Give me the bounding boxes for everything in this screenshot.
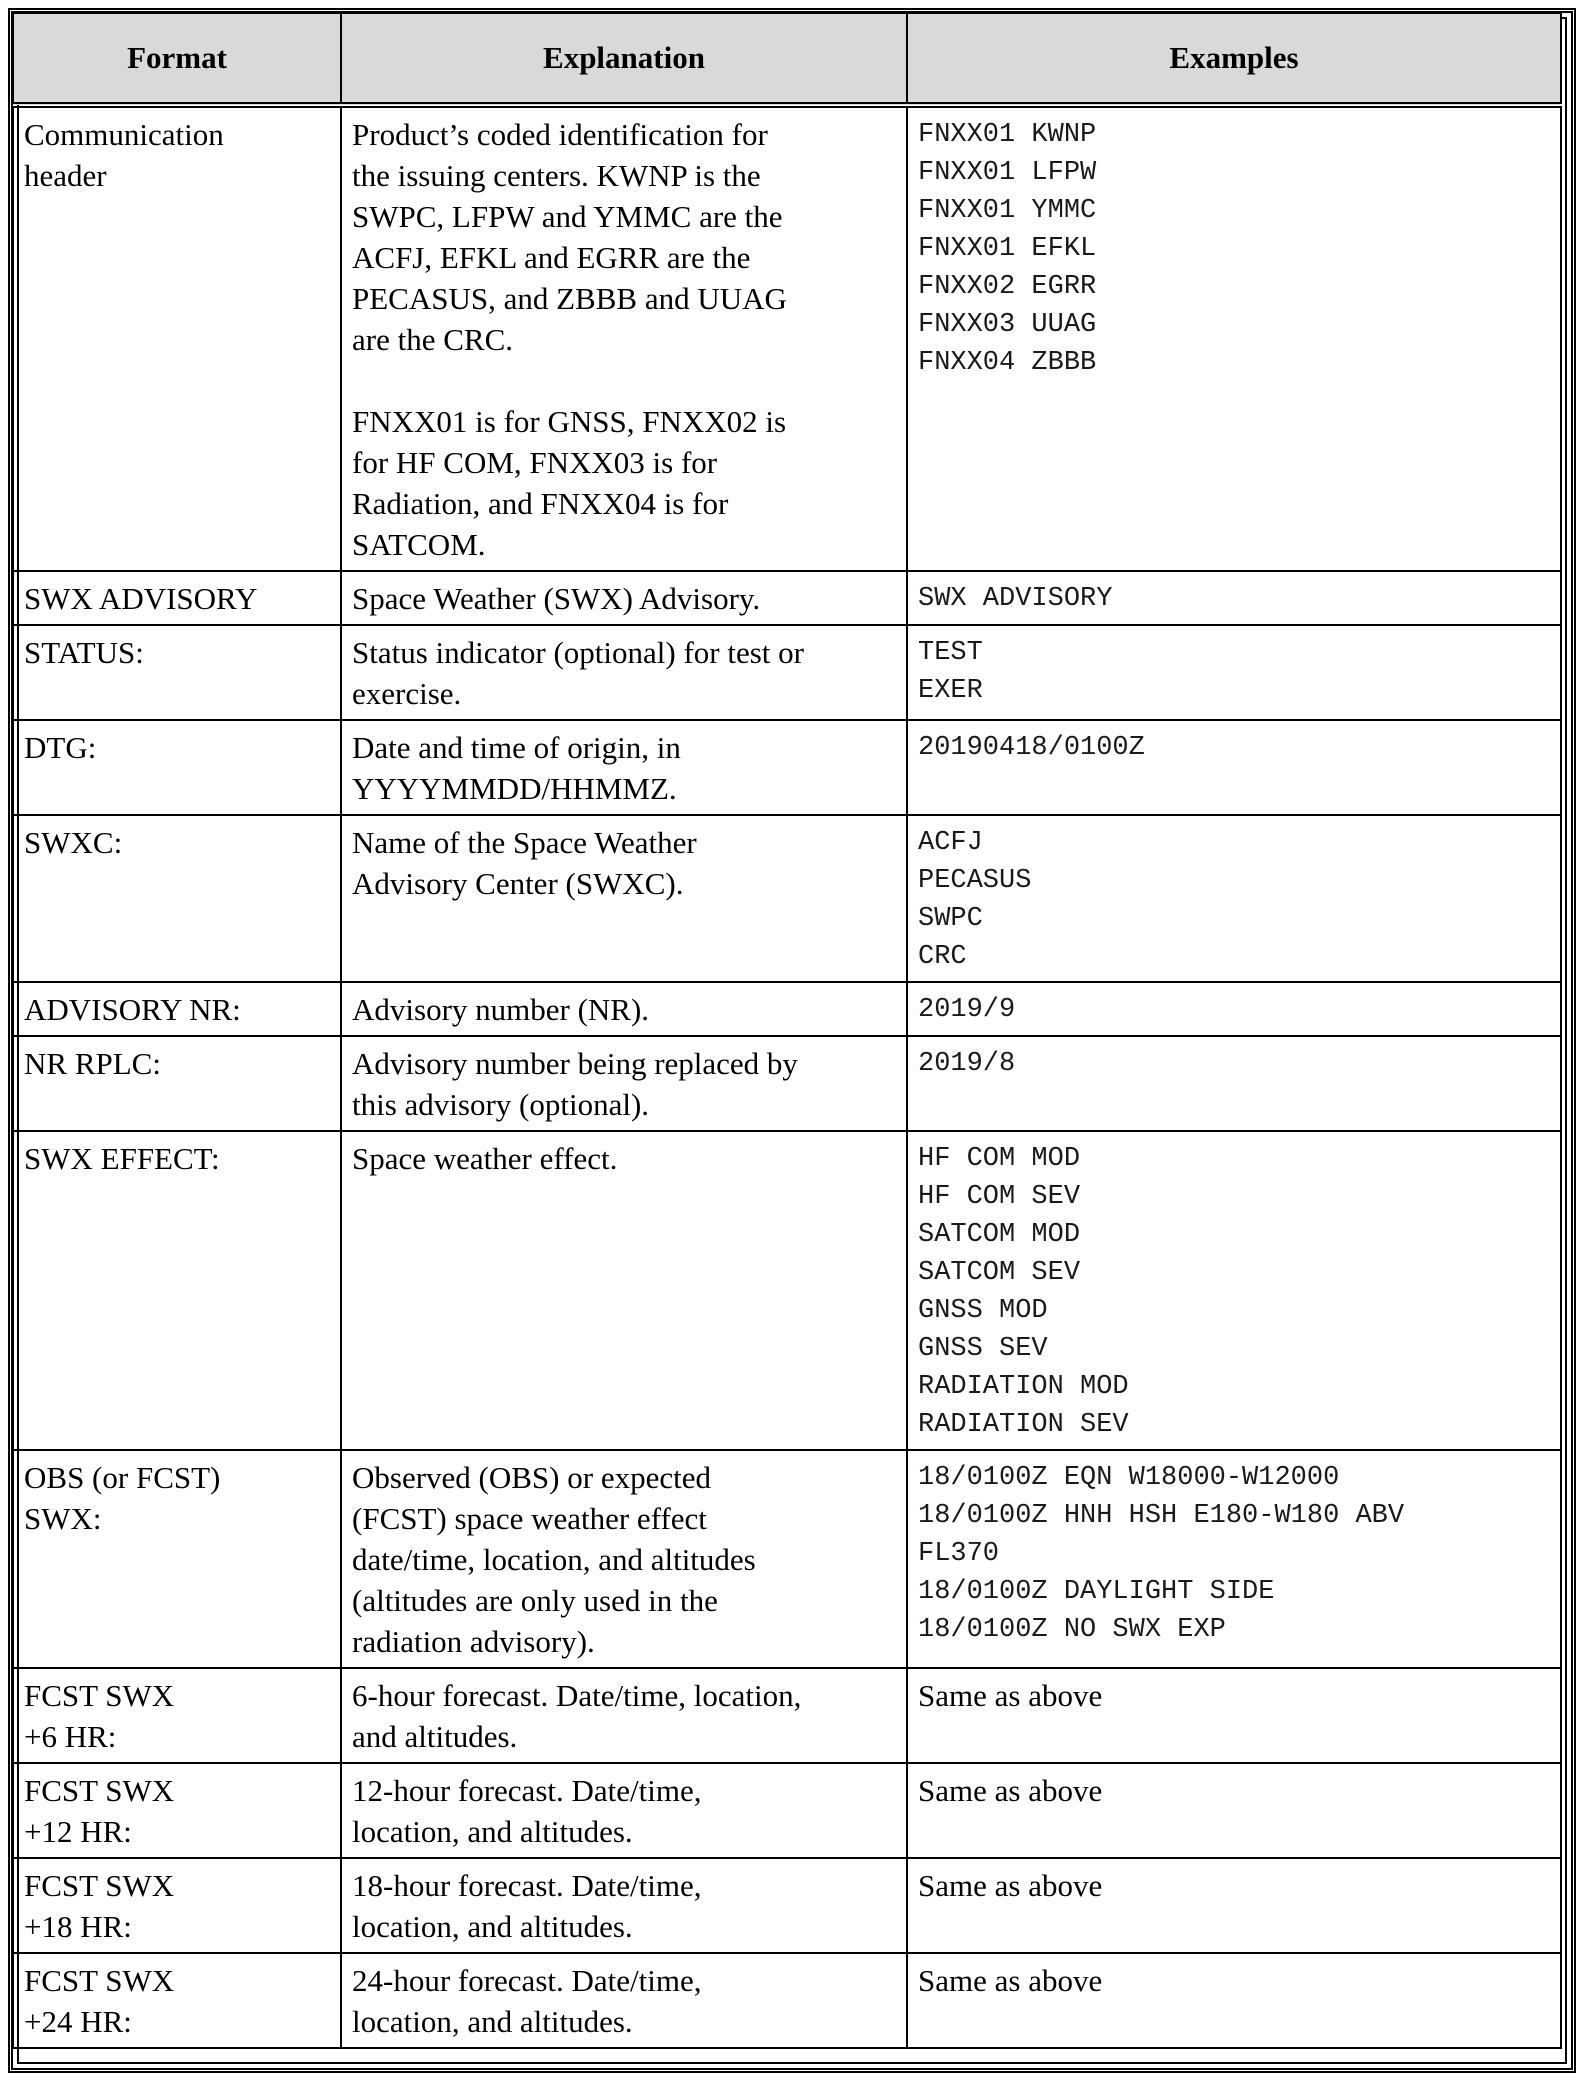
explanation-text: Radiation, and FNXX04 is for: [352, 486, 729, 521]
example-text: Same as above: [918, 1868, 1103, 1903]
table-row: [13, 1763, 1561, 1858]
format-cell: [13, 1763, 341, 1858]
examples-cell: [907, 1131, 1561, 1450]
example-text: RADIATION SEV: [918, 1410, 1129, 1440]
explanation-text: 24-hour forecast. Date/time,: [352, 1963, 702, 1998]
table-row: [13, 720, 1561, 815]
explanation-text: Advisory number (NR).: [352, 992, 650, 1027]
example-text: ACFJ: [918, 828, 983, 858]
explanation-text: ACFJ, EFKL and EGRR are the: [352, 240, 751, 275]
format-text: SWX EFFECT:: [24, 1141, 220, 1176]
example-text: GNSS MOD: [918, 1296, 1048, 1326]
explanation-paragraph: [352, 727, 896, 809]
format-cell: [13, 571, 341, 625]
example-text: 2019/8: [918, 1049, 1016, 1079]
example-text: TEST: [918, 638, 983, 668]
example-text: 18/0100Z HNH HSH E180-W180 ABV: [918, 1501, 1405, 1531]
format-cell: [13, 1131, 341, 1450]
explanation-cell: [341, 1668, 907, 1763]
explanation-text: radiation advisory).: [352, 1624, 595, 1659]
example-text: 18/0100Z EQN W18000-W12000: [918, 1463, 1340, 1493]
explanation-text: SWPC, LFPW and YMMC are the: [352, 199, 783, 234]
explanation-text: this advisory (optional).: [352, 1087, 650, 1122]
examples-cell: [907, 720, 1561, 815]
explanation-text: date/time, location, and altitudes: [352, 1542, 756, 1577]
explanation-text: location, and altitudes.: [352, 1909, 633, 1944]
table-row: [13, 1953, 1561, 2048]
table-row: [13, 1858, 1561, 1953]
example-text: PECASUS: [918, 866, 1032, 896]
explanation-text: Advisory Center (SWXC).: [352, 866, 684, 901]
explanation-text: exercise.: [352, 676, 462, 711]
explanation-cell: [341, 1763, 907, 1858]
explanation-paragraph: [352, 401, 896, 565]
format-text: +12 HR:: [24, 1814, 132, 1849]
explanation-paragraph: [352, 1675, 896, 1757]
explanation-text: SATCOM.: [352, 527, 486, 562]
example-text: FNXX01 KWNP: [918, 120, 1097, 150]
example-text: FNXX02 EGRR: [918, 272, 1097, 302]
example-text: EXER: [918, 676, 983, 706]
format-cell: [13, 1450, 341, 1668]
table-body: [13, 105, 1561, 2048]
examples-cell: [907, 1036, 1561, 1131]
explanation-cell: [341, 1131, 907, 1450]
explanation-text: YYYYMMDD/HHMMZ.: [352, 771, 677, 806]
table-row: [13, 982, 1561, 1036]
table-row: [13, 1036, 1561, 1131]
examples-cell: [907, 1763, 1561, 1858]
explanation-text: FNXX01 is for GNSS, FNXX02 is: [352, 404, 787, 439]
format-text: FCST SWX: [24, 1963, 175, 1998]
format-text: ADVISORY NR:: [24, 992, 241, 1027]
explanation-cell: [341, 105, 907, 571]
explanation-cell: [341, 982, 907, 1036]
format-cell: [13, 1953, 341, 2048]
explanation-text: 6-hour forecast. Date/time, location,: [352, 1678, 802, 1713]
explanation-paragraph: [352, 1457, 896, 1662]
explanation-paragraph: [352, 1865, 896, 1947]
explanation-text: Space weather effect.: [352, 1141, 618, 1176]
format-text: header: [24, 158, 107, 193]
explanation-text: (altitudes are only used in the: [352, 1583, 718, 1618]
table-row: [13, 1450, 1561, 1668]
explanation-cell: [341, 815, 907, 982]
example-text: FL370: [918, 1539, 1000, 1569]
explanation-text: PECASUS, and ZBBB and UUAG: [352, 281, 787, 316]
format-text: NR RPLC:: [24, 1046, 161, 1081]
table-row: [13, 1131, 1561, 1450]
explanation-paragraph: [352, 632, 896, 714]
example-text: Same as above: [918, 1678, 1103, 1713]
example-text: FNXX01 YMMC: [918, 196, 1097, 226]
example-text: 2019/9: [918, 995, 1016, 1025]
explanation-cell: [341, 1450, 907, 1668]
example-text: HF COM SEV: [918, 1182, 1081, 1212]
explanation-text: and altitudes.: [352, 1719, 518, 1754]
example-text: SATCOM MOD: [918, 1220, 1081, 1250]
format-cell: [13, 982, 341, 1036]
examples-cell: [907, 571, 1561, 625]
examples-cell: [907, 815, 1561, 982]
format-cell: [13, 625, 341, 720]
explanation-text: Observed (OBS) or expected: [352, 1460, 711, 1495]
table-header-row: [13, 13, 1561, 105]
column-header-examples: Examples: [907, 13, 1561, 105]
format-text: STATUS:: [24, 635, 144, 670]
explanation-text: Name of the Space Weather: [352, 825, 697, 860]
format-cell: [13, 1858, 341, 1953]
explanation-paragraph: [352, 822, 896, 904]
explanation-cell: [341, 571, 907, 625]
format-text: +18 HR:: [24, 1909, 132, 1944]
example-text: FNXX03 UUAG: [918, 310, 1097, 340]
table-row: [13, 105, 1561, 571]
examples-cell: [907, 982, 1561, 1036]
explanation-text: the issuing centers. KWNP is the: [352, 158, 761, 193]
example-text: HF COM MOD: [918, 1144, 1081, 1174]
example-text: 18/0100Z DAYLIGHT SIDE: [918, 1577, 1275, 1607]
example-text: SWX ADVISORY: [918, 584, 1113, 614]
explanation-text: location, and altitudes.: [352, 1814, 633, 1849]
explanation-paragraph: [352, 1770, 896, 1852]
format-text: Communication: [24, 117, 224, 152]
explanation-text: 18-hour forecast. Date/time,: [352, 1868, 702, 1903]
explanation-cell: [341, 1953, 907, 2048]
format-text: SWX ADVISORY: [24, 581, 258, 616]
example-text: FNXX01 EFKL: [918, 234, 1097, 264]
examples-cell: [907, 105, 1561, 571]
explanation-text: 12-hour forecast. Date/time,: [352, 1773, 702, 1808]
explanation-cell: [341, 720, 907, 815]
swx-advisory-format-table: [12, 12, 1562, 2049]
explanation-text: are the CRC.: [352, 322, 513, 357]
explanation-cell: [341, 1036, 907, 1131]
explanation-text: Product’s coded identification for: [352, 117, 768, 152]
explanation-text: Advisory number being replaced by: [352, 1046, 798, 1081]
table-row: [13, 625, 1561, 720]
format-text: SWX:: [24, 1501, 102, 1536]
format-text: +6 HR:: [24, 1719, 117, 1754]
format-text: SWXC:: [24, 825, 123, 860]
format-text: FCST SWX: [24, 1868, 175, 1903]
format-text: +24 HR:: [24, 2004, 132, 2039]
explanation-cell: [341, 1858, 907, 1953]
format-text: FCST SWX: [24, 1678, 175, 1713]
format-cell: [13, 1036, 341, 1131]
examples-cell: [907, 1450, 1561, 1668]
explanation-paragraph: [352, 1138, 896, 1179]
examples-cell: [907, 625, 1561, 720]
table-row: [13, 1668, 1561, 1763]
example-text: Same as above: [918, 1963, 1103, 1998]
example-text: GNSS SEV: [918, 1334, 1048, 1364]
table-row: [13, 815, 1561, 982]
example-text: 18/0100Z NO SWX EXP: [918, 1615, 1226, 1645]
explanation-text: for HF COM, FNXX03 is for: [352, 445, 718, 480]
example-text: 20190418/0100Z: [918, 733, 1145, 763]
examples-cell: [907, 1953, 1561, 2048]
explanation-paragraph: [352, 578, 896, 619]
format-cell: [13, 720, 341, 815]
explanation-paragraph: [352, 1043, 896, 1125]
example-text: SWPC: [918, 904, 983, 934]
examples-cell: [907, 1668, 1561, 1763]
table-row: [13, 571, 1561, 625]
example-text: FNXX01 LFPW: [918, 158, 1097, 188]
example-text: RADIATION MOD: [918, 1372, 1129, 1402]
format-text: DTG:: [24, 730, 97, 765]
examples-cell: [907, 1858, 1561, 1953]
explanation-paragraph: [352, 1960, 896, 2042]
example-text: CRC: [918, 942, 967, 972]
example-text: Same as above: [918, 1773, 1103, 1808]
explanation-text: (FCST) space weather effect: [352, 1501, 707, 1536]
explanation-text: location, and altitudes.: [352, 2004, 633, 2039]
format-text: OBS (or FCST): [24, 1460, 221, 1495]
example-text: FNXX04 ZBBB: [918, 348, 1097, 378]
explanation-paragraph: [352, 989, 896, 1030]
format-text: FCST SWX: [24, 1773, 175, 1808]
example-text: SATCOM SEV: [918, 1258, 1081, 1288]
explanation-paragraph: [352, 114, 896, 360]
explanation-cell: [341, 625, 907, 720]
format-cell: [13, 815, 341, 982]
explanation-text: Status indicator (optional) for test or: [352, 635, 804, 670]
explanation-text: Date and time of origin, in: [352, 730, 681, 765]
column-header-explanation: Explanation: [341, 13, 907, 105]
format-cell: [13, 105, 341, 571]
column-header-format: Format: [13, 13, 341, 105]
explanation-text: Space Weather (SWX) Advisory.: [352, 581, 761, 616]
format-cell: [13, 1668, 341, 1763]
